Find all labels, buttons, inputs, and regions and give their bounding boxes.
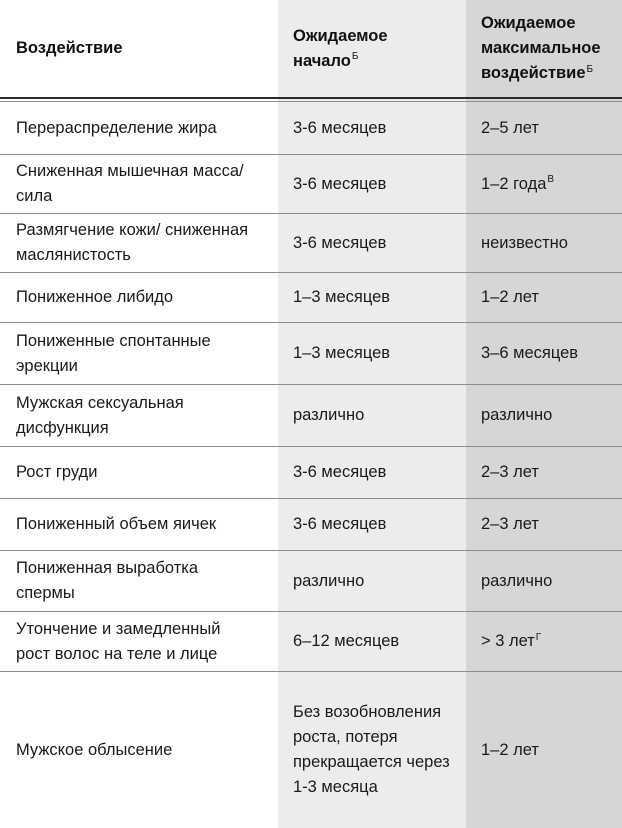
max-cell: > 3 лет$^Г$ (481, 631, 542, 650)
onset-cell: различно (293, 571, 365, 590)
table-row (0, 498, 622, 550)
effect-cell: Пониженный объем яичек (16, 515, 217, 533)
max-cell: 2–3 лет (481, 463, 539, 481)
max-cell: различно (481, 571, 553, 590)
onset-cell: 3-6 месяцев (293, 515, 387, 533)
effect-cell: Рост груди (16, 463, 98, 481)
header-effect-label: Воздействие (16, 39, 123, 57)
max-cell: 1–2 года$^В$ (481, 174, 555, 193)
footnote-marker: Г (535, 631, 542, 643)
effect-cell: Утончение и замедленный рост волос на теле и лице (16, 619, 221, 663)
effect-cell: Пониженные спонтанные эрекции (16, 331, 211, 375)
onset-cell: 3-6 месяцев (293, 174, 387, 193)
max-cell: 3–6 месяцев (481, 344, 579, 362)
header-onset-label: Ожидаемое начало$^Б$ (293, 26, 388, 70)
table-row (0, 154, 622, 213)
table-row (0, 272, 622, 322)
onset-cell: 3-6 месяцев (293, 233, 387, 252)
onset-cell: 3-6 месяцев (293, 463, 387, 481)
table-row (0, 671, 622, 828)
onset-cell: Без возобновления роста, потеря прекращается через 1-3 месяца (293, 703, 450, 796)
table-row (0, 384, 622, 446)
max-cell: неизвестно (481, 233, 568, 252)
table-row (0, 101, 622, 154)
header-max-label: Ожидаемое максимальное воздействие$^Б$ (481, 14, 601, 82)
effect-cell: Перераспределение жира (16, 118, 217, 137)
effect-cell: Мужская сексуальная дисфункция (16, 393, 184, 437)
max-cell: 2–3 лет (481, 515, 539, 533)
effect-cell: Мужское облысение (16, 740, 173, 759)
max-cell: 1–2 лет (481, 288, 539, 306)
onset-cell: 6–12 месяцев (293, 632, 400, 650)
header-max (466, 0, 622, 97)
header-onset-footnote: Б (351, 51, 359, 62)
onset-cell: 1–3 месяцев (293, 288, 391, 306)
effect-cell: Пониженное либидо (16, 288, 174, 306)
onset-cell: 3-6 месяцев (293, 118, 387, 137)
table-row (0, 611, 622, 671)
table-row (0, 213, 622, 272)
max-cell: 1–2 лет (481, 740, 539, 759)
max-cell: 2–5 лет (481, 118, 539, 137)
footnote-marker: В (547, 174, 555, 185)
effect-cell: Пониженная выработка спермы (16, 559, 199, 602)
onset-cell: 1–3 месяцев (293, 344, 391, 362)
header-onset (278, 0, 466, 97)
effect-cell: Размягчение кожи/ сниженная маслянистость (16, 221, 249, 264)
effect-cell: Сниженная мышечная масса/ сила (16, 162, 244, 205)
table-row (0, 322, 622, 384)
table-row (0, 550, 622, 611)
header-max-footnote: Б (586, 63, 594, 75)
table-header-row (0, 0, 622, 99)
onset-cell: различно (293, 406, 365, 424)
max-cell: различно (481, 406, 553, 424)
table-row (0, 446, 622, 498)
header-effect (0, 0, 278, 97)
